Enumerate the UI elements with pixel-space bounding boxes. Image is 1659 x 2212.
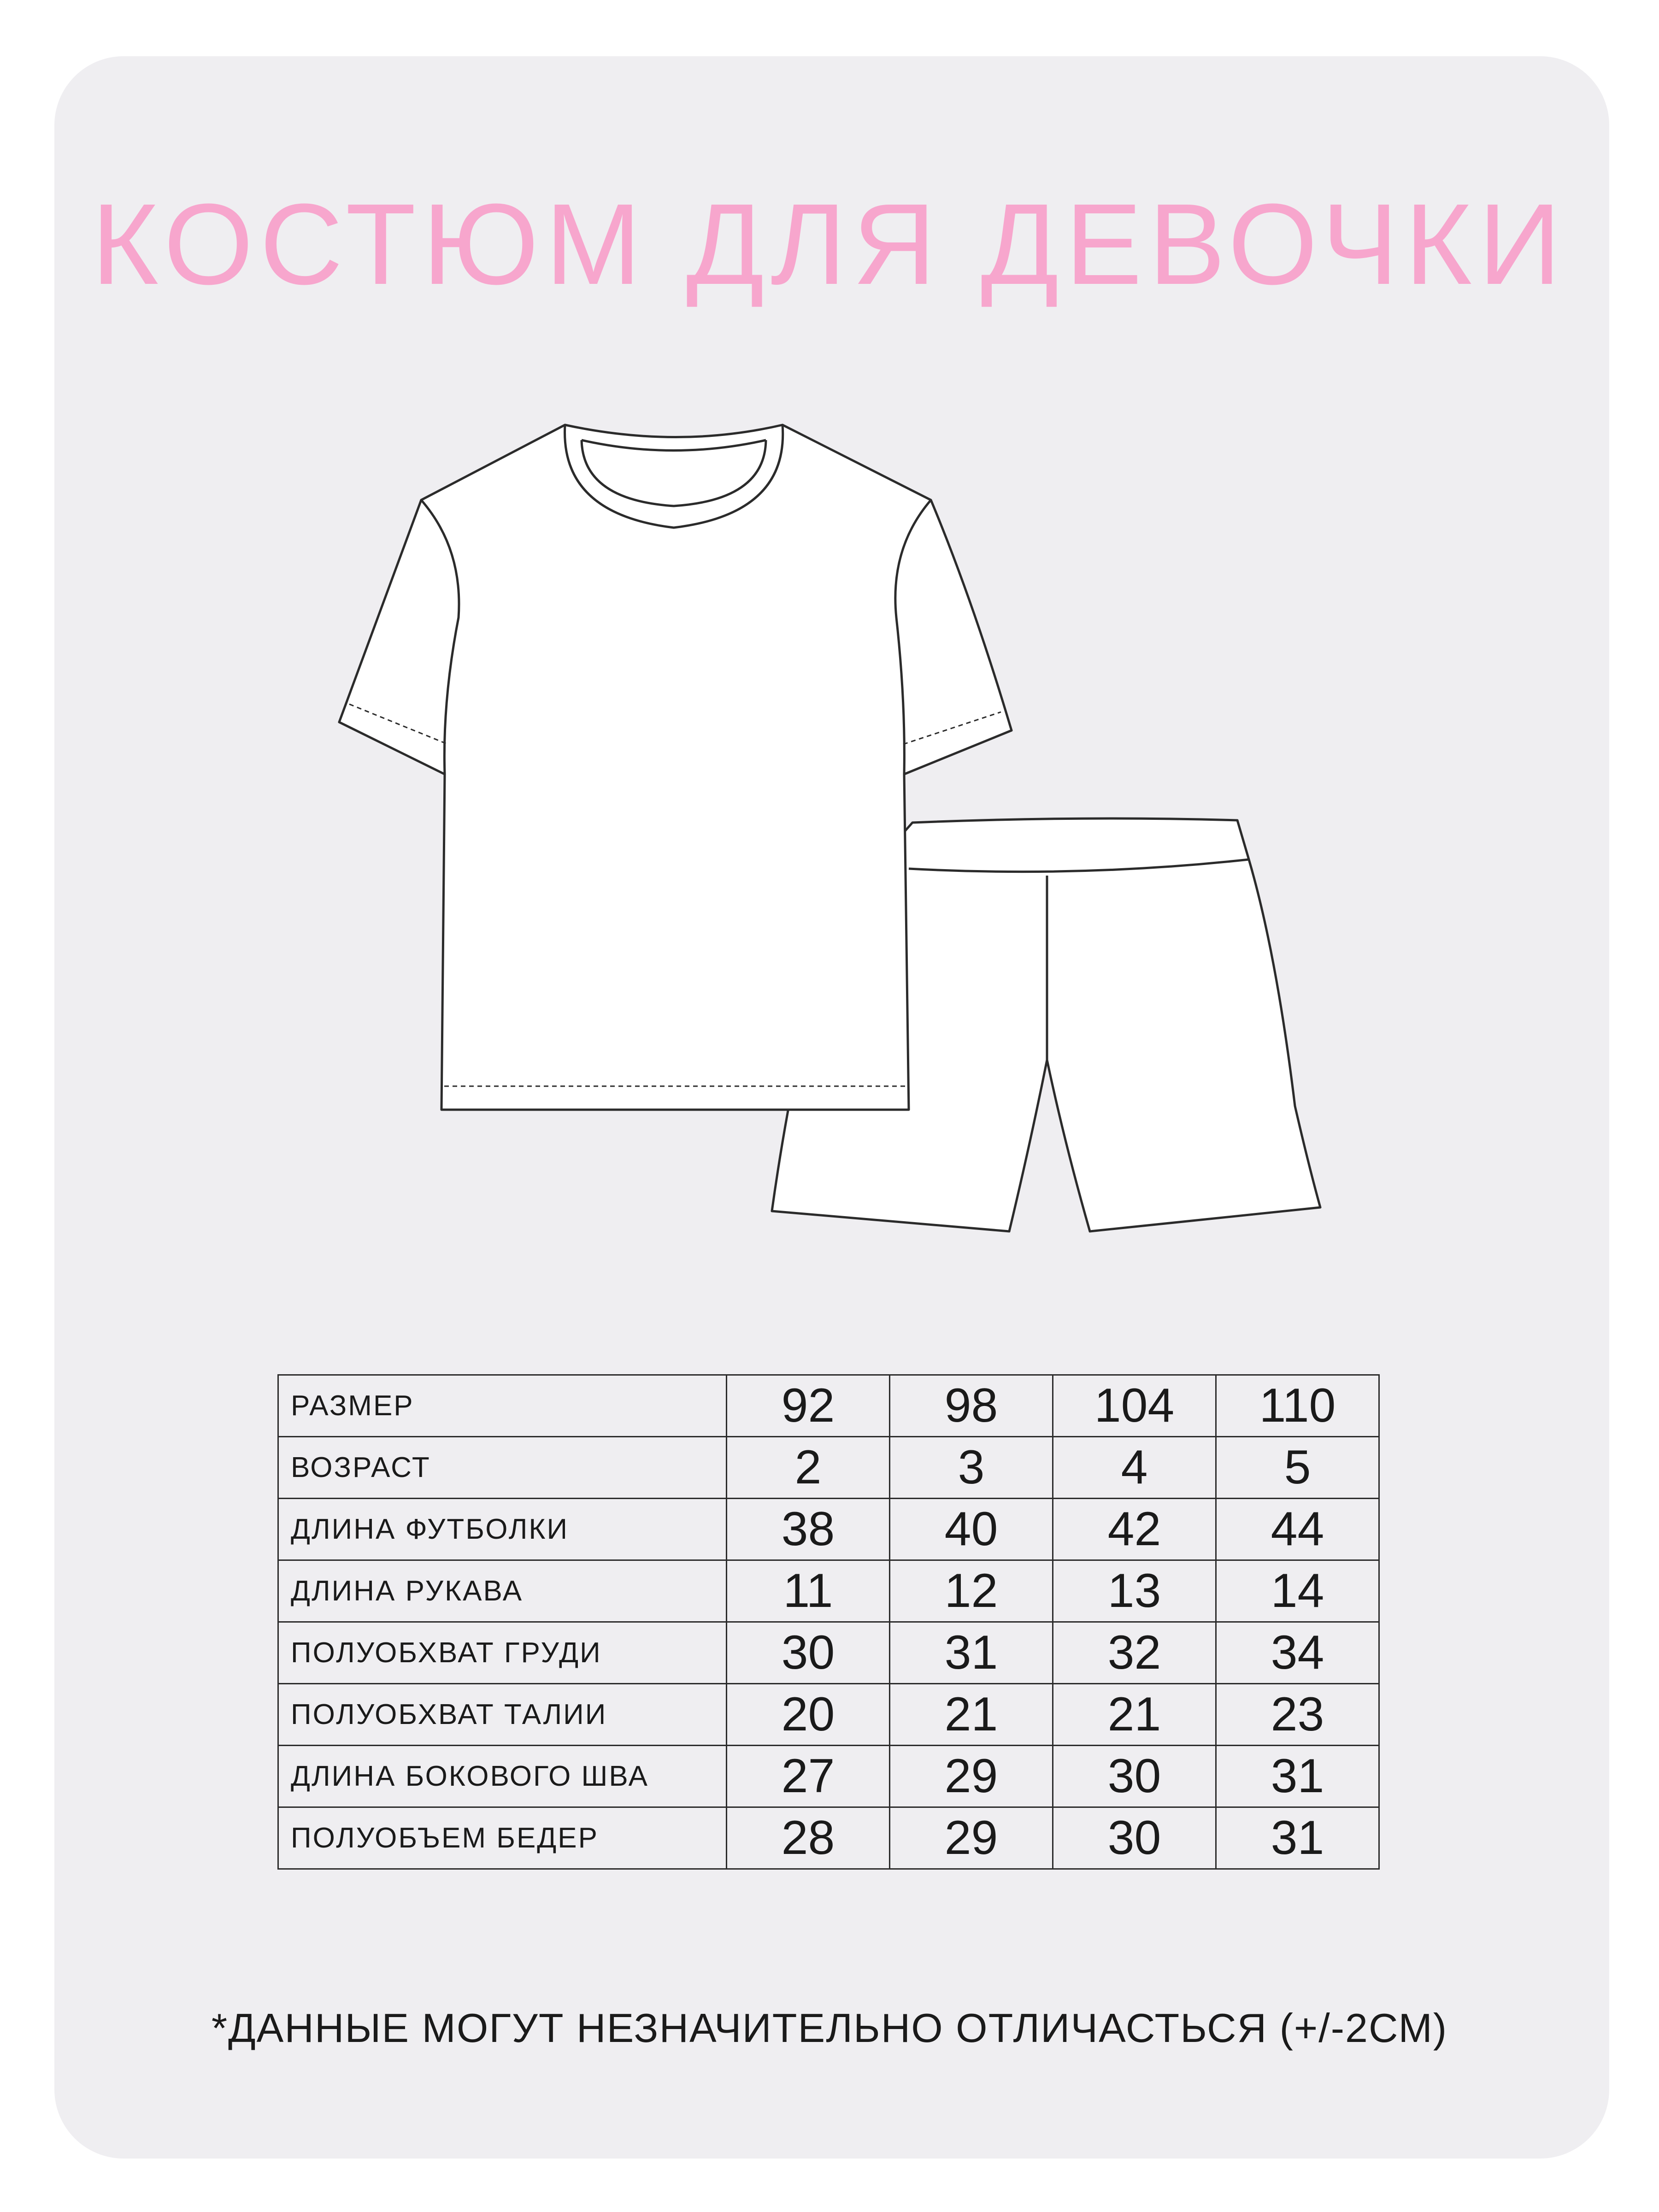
table-cell: 98 — [890, 1375, 1053, 1437]
table-cell: 21 — [890, 1684, 1053, 1746]
table-row — [278, 1437, 1379, 1499]
row-label: ПОЛУОБХВАТ ГРУДИ — [278, 1622, 727, 1684]
table-row — [278, 1499, 1379, 1560]
size-table-body — [278, 1375, 1379, 1869]
table-cell: 31 — [1216, 1746, 1379, 1807]
table-cell: 38 — [727, 1499, 890, 1560]
table-cell: 2 — [727, 1437, 890, 1499]
table-cell: 44 — [1216, 1499, 1379, 1560]
row-label: ДЛИНА БОКОВОГО ШВА — [278, 1746, 727, 1807]
table-cell: 12 — [890, 1560, 1053, 1622]
table-cell: 32 — [1053, 1622, 1216, 1684]
table-cell: 11 — [727, 1560, 890, 1622]
table-cell: 27 — [727, 1746, 890, 1807]
row-label: ПОЛУОБХВАТ ТАЛИИ — [278, 1684, 727, 1746]
size-table — [277, 1374, 1380, 1870]
table-row — [278, 1684, 1379, 1746]
row-label: ВОЗРАСТ — [278, 1437, 727, 1499]
table-row — [278, 1622, 1379, 1684]
table-cell: 92 — [727, 1375, 890, 1437]
table-cell: 30 — [1053, 1807, 1216, 1869]
table-row — [278, 1375, 1379, 1437]
table-cell: 21 — [1053, 1684, 1216, 1746]
table-cell: 29 — [890, 1807, 1053, 1869]
row-label: ДЛИНА ФУТБОЛКИ — [278, 1499, 727, 1560]
table-cell: 20 — [727, 1684, 890, 1746]
table-cell: 42 — [1053, 1499, 1216, 1560]
page-title: КОСТЮМ ДЛЯ ДЕВОЧКИ — [91, 180, 1568, 308]
table-cell: 30 — [1053, 1746, 1216, 1807]
row-label: ПОЛУОБЪЕМ БЕДЕР — [278, 1807, 727, 1869]
table-cell: 4 — [1053, 1437, 1216, 1499]
table-cell: 104 — [1053, 1375, 1216, 1437]
table-cell: 31 — [890, 1622, 1053, 1684]
table-cell: 30 — [727, 1622, 890, 1684]
disclaimer-note: *ДАННЫЕ МОГУТ НЕЗНАЧИТЕЛЬНО ОТЛИЧАСТЬСЯ (+/-2СМ) — [211, 2005, 1448, 2051]
table-cell: 31 — [1216, 1807, 1379, 1869]
table-cell: 14 — [1216, 1560, 1379, 1622]
table-row — [278, 1560, 1379, 1622]
table-row — [278, 1807, 1379, 1869]
table-cell: 29 — [890, 1746, 1053, 1807]
table-row — [278, 1746, 1379, 1807]
table-cell: 13 — [1053, 1560, 1216, 1622]
row-label: РАЗМЕР — [278, 1375, 727, 1437]
table-cell: 40 — [890, 1499, 1053, 1560]
table-cell: 34 — [1216, 1622, 1379, 1684]
table-cell: 28 — [727, 1807, 890, 1869]
table-cell: 3 — [890, 1437, 1053, 1499]
table-cell: 23 — [1216, 1684, 1379, 1746]
table-cell: 5 — [1216, 1437, 1379, 1499]
row-label: ДЛИНА РУКАВА — [278, 1560, 727, 1622]
table-cell: 110 — [1216, 1375, 1379, 1437]
